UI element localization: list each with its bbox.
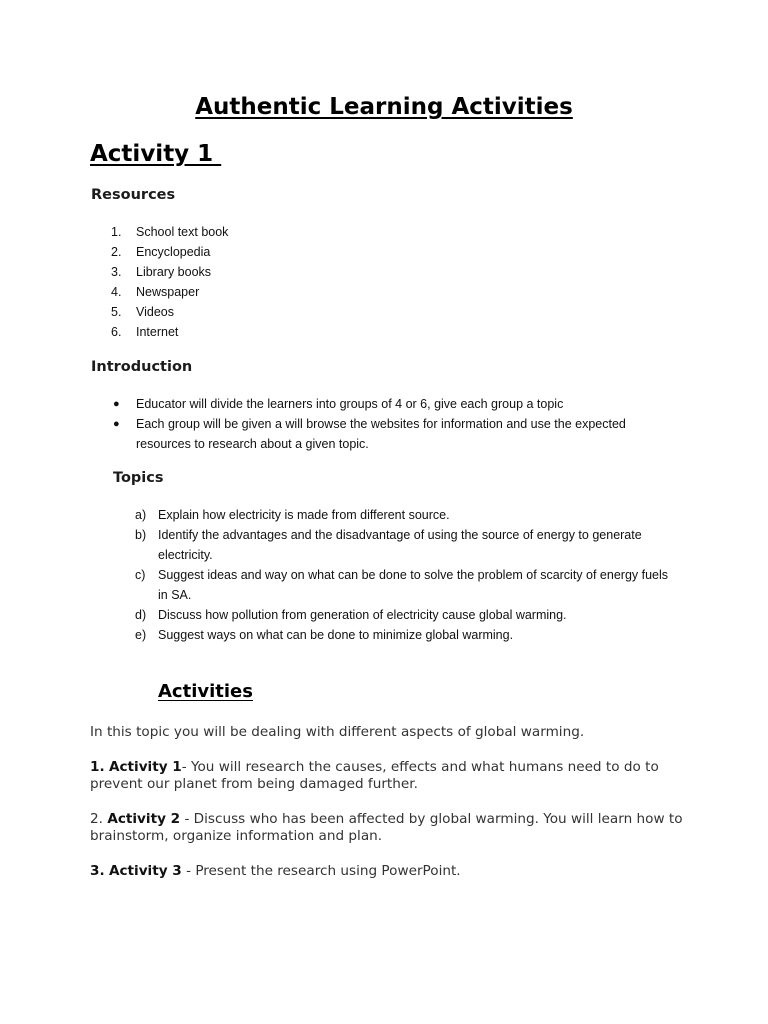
activity-label: Activity 1 [108, 759, 182, 775]
introduction-list [111, 394, 671, 454]
list-item [135, 505, 680, 525]
list-letter: d) [135, 608, 147, 622]
activity-number: 2. [90, 811, 103, 827]
list-item-text: Encyclopedia [136, 245, 211, 259]
activity-description: - You will research the causes, effects and what humans need to do to prevent our planet from being damaged further. [90, 759, 659, 792]
activity-number: 1. [90, 759, 105, 775]
list-item-text: Suggest ways on what can be done to minimize global warming. [158, 628, 514, 642]
list-item-text: Newspaper [136, 285, 200, 299]
activities-intro: In this topic you will be dealing with different aspects of global warming. [90, 724, 585, 740]
list-item [111, 414, 671, 454]
list-item [111, 282, 411, 302]
activity-label: Activity 3 [108, 863, 182, 879]
list-number: 2. [111, 245, 122, 259]
list-item-text: Internet [136, 325, 179, 339]
resources-list [111, 222, 411, 342]
list-item-text: Library books [136, 265, 212, 279]
list-item-text: Each group will be given a will browse the websites for information and use the expected resources to research about a given topic. [136, 417, 626, 451]
list-item [111, 322, 411, 342]
list-item [111, 262, 411, 282]
topics-list [135, 505, 680, 645]
list-item [135, 605, 680, 625]
document-title: Authentic Learning Activities [195, 94, 573, 120]
list-item-text: Discuss how pollution from generation of electricity cause global warming. [158, 608, 567, 622]
activity-item [90, 759, 690, 793]
list-number: 3. [111, 265, 122, 279]
list-item [111, 242, 411, 262]
topics-heading: Topics [113, 470, 164, 486]
introduction-heading: Introduction [91, 359, 193, 375]
activity-item [90, 811, 690, 845]
resources-heading: Resources [91, 187, 176, 203]
list-item-text: Identify the advantages and the disadvantage of using the source of energy to generate electricity. [158, 528, 642, 562]
list-letter: c) [135, 568, 146, 582]
list-number: 1. [111, 225, 122, 239]
activity-description: - Present the research using PowerPoint. [181, 863, 461, 879]
activity-item [90, 863, 690, 880]
activity-description: - Discuss who has been affected by global warming. You will learn how to brainstorm, organize information and plan. [90, 811, 683, 844]
list-item [135, 565, 680, 605]
list-item [111, 302, 411, 322]
list-number: 5. [111, 305, 122, 319]
list-item-text: Suggest ideas and way on what can be done to solve the problem of scarcity of energy fuels in SA. [158, 568, 669, 602]
list-item [111, 394, 671, 414]
list-item-text: Videos [136, 305, 174, 319]
list-item [111, 222, 411, 242]
list-item-text: Educator will divide the learners into groups of 4 or 6, give each group a topic [136, 397, 564, 411]
list-letter: a) [135, 508, 147, 522]
list-letter: b) [135, 528, 147, 542]
activity-label: Activity 2 [107, 811, 181, 827]
list-item [135, 525, 680, 565]
list-letter: e) [135, 628, 147, 642]
activity-heading: Activity 1 [90, 141, 222, 167]
list-number: 6. [111, 325, 122, 339]
bullet-icon: ● [113, 398, 120, 410]
list-number: 4. [111, 285, 122, 299]
list-item-text: Explain how electricity is made from different source. [158, 508, 450, 522]
activities-heading: Activities [158, 681, 253, 702]
bullet-icon: ● [113, 418, 120, 430]
list-item [135, 625, 680, 645]
activity-number: 3. [90, 863, 105, 879]
list-item-text: School text book [136, 225, 229, 239]
